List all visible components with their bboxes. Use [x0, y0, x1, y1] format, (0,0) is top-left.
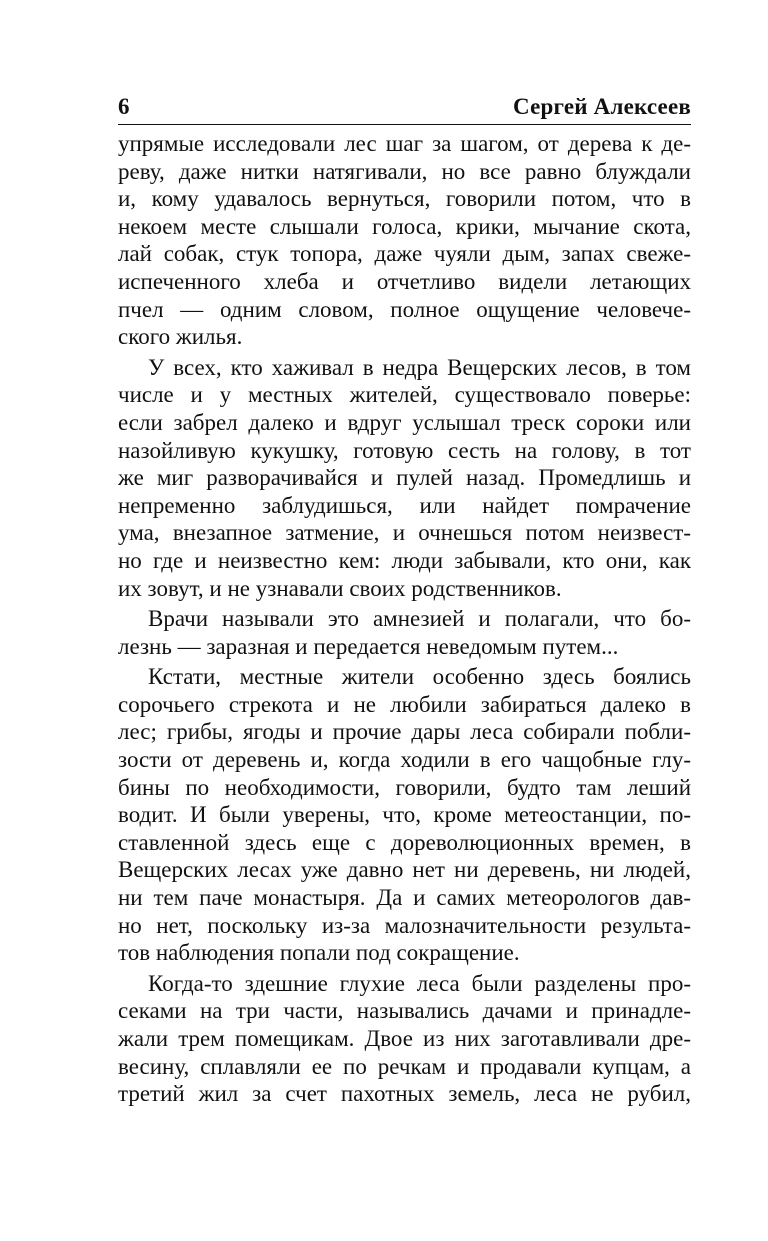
paragraph — [118, 970, 691, 1108]
text-line: их зовут, и не узнавали своих родственников. — [118, 575, 562, 601]
text-line: ставленной здесь еще с дореволюционных времен, в — [118, 829, 691, 855]
text-line: некоем месте слышали голоса, крики, мычание скота, — [118, 213, 691, 239]
text-line: ума, внезапное затмение, и очнешься потом неизвест- — [118, 520, 691, 546]
text-line: Кстати, местные жители особенно здесь боялись — [148, 664, 691, 690]
text-line: секами на три части, назывались дачами и принадле- — [118, 998, 691, 1024]
text-line: третий жил за счет пахотных земель, леса не рубил, — [118, 1081, 691, 1107]
paragraph — [118, 663, 691, 967]
text-line: бины по необходимости, говорили, будто там леший — [118, 774, 691, 800]
text-line: ни тем паче монастыря. Да и самих метеорологов дав- — [118, 885, 691, 911]
text-line: лес; грибы, ягоды и прочие дары леса собирали побли- — [118, 719, 691, 745]
text-line: но нет, поскольку из-за малозначительности результа- — [118, 912, 691, 938]
running-head-author: Сергей Алексеев — [513, 94, 691, 119]
body-text — [118, 130, 691, 1108]
text-line: испеченного хлеба и отчетливо видели летающих — [118, 268, 691, 294]
text-line: числе и у местных жителей, существовало поверье: — [118, 382, 691, 408]
text-line: лезнь — заразная и передается неведомым путем... — [118, 633, 619, 659]
text-line: тов наблюдения попали под сокращение. — [118, 940, 520, 966]
text-line: но где и неизвестно кем: люди забывали, кто они, как — [118, 547, 691, 573]
text-line: лай собак, стук топора, даже чуяли дым, запах свеже- — [118, 241, 691, 267]
text-line: Когда-то здешние глухие леса были разделены про- — [148, 970, 691, 996]
text-line: водит. И были уверены, что, кроме метеостанции, по- — [118, 802, 691, 828]
text-line: жали трем помещикам. Двое из них заготавливали дре- — [118, 1026, 691, 1051]
text-line: упрямые исследовали лес шаг за шагом, от дерева к де- — [118, 131, 691, 156]
book-page — [118, 86, 691, 1108]
paragraph — [118, 354, 691, 602]
text-line: У всех, кто хаживал в недра Вещерских лесов, в том — [148, 354, 691, 380]
text-line: сорочьего стрекота и не любили забираться далеко в — [118, 691, 691, 717]
page-number: 6 — [118, 94, 130, 119]
text-line: же миг разворачивайся и пулей назад. Промедлишь и — [118, 465, 691, 491]
paragraph — [118, 605, 691, 660]
text-line: реву, даже нитки натягивали, но все равно блуждали — [118, 158, 691, 184]
running-header — [118, 86, 691, 125]
paragraph — [118, 130, 691, 351]
text-line: Вещерских лесах уже давно нет ни деревень, ни людей, — [118, 857, 691, 883]
text-line: ского жилья. — [118, 324, 243, 350]
text-line: Врачи называли это амнезией и полагали, что бо- — [148, 606, 691, 632]
text-line: назойливую кукушку, готовую сесть на голову, в тот — [118, 437, 691, 463]
text-line: и, кому удавалось вернуться, говорили потом, что в — [118, 186, 691, 212]
text-line: весину, сплавляли ее по речкам и продавали купцам, а — [118, 1053, 691, 1079]
text-line: зости от деревень и, когда ходили в его чащобные глу- — [118, 747, 691, 773]
text-line: пчел — одним словом, полное ощущение человече- — [118, 296, 691, 322]
text-line: непременно заблудишься, или найдет помрачение — [118, 492, 691, 518]
text-line: если забрел далеко и вдруг услышал треск сороки или — [118, 409, 691, 435]
